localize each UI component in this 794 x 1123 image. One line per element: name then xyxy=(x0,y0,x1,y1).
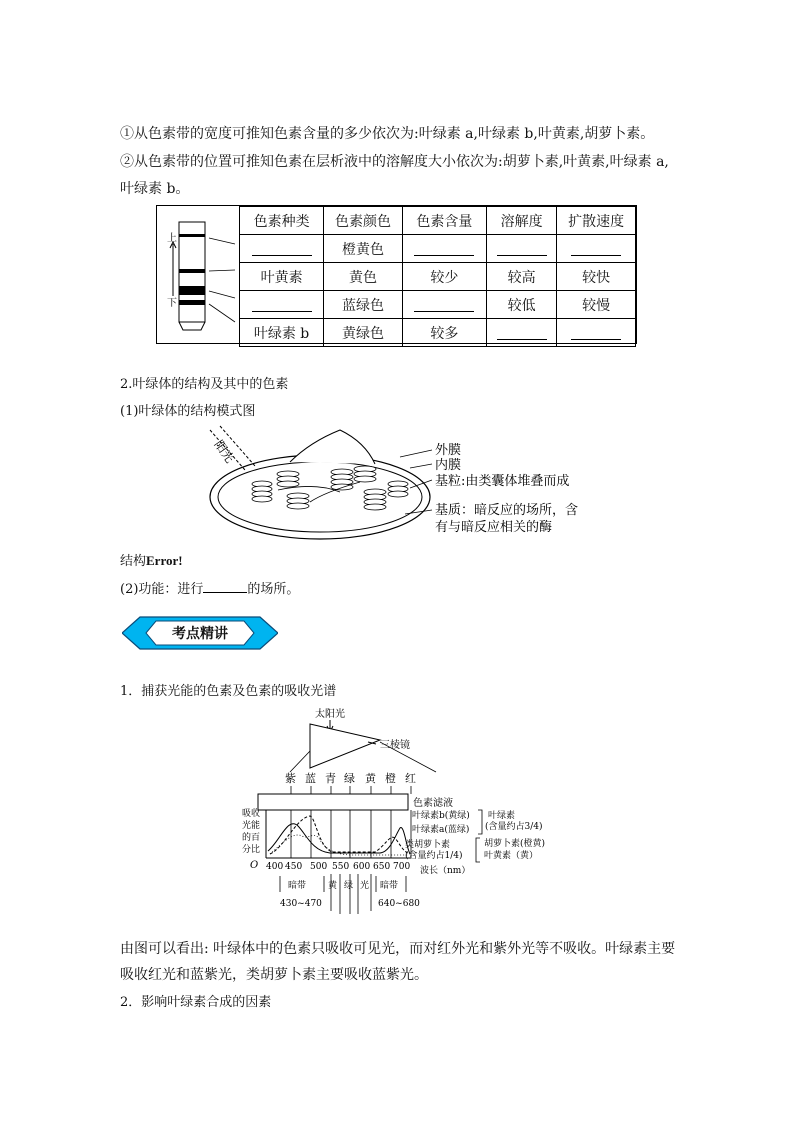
table-cell: 较快 xyxy=(557,263,636,291)
table-cell: 叶黄素 xyxy=(240,263,324,291)
inner-membrane-label: 内膜 xyxy=(435,458,462,473)
x-tick-label: 550 xyxy=(332,862,350,872)
table-cell: 较少 xyxy=(402,263,486,291)
chlorophyll-b-band xyxy=(179,300,205,305)
prism-label: 三棱镜 xyxy=(380,740,410,751)
origin-label: O xyxy=(250,860,259,871)
sunlight-text: 太阳光 xyxy=(315,709,345,720)
chlorophyll-group-label: 叶绿素 xyxy=(488,811,516,821)
table-header: 色素颜色 xyxy=(324,207,403,235)
dark-band-left-range: 430~470 xyxy=(280,899,322,909)
carotene-band xyxy=(179,234,205,237)
xanthophyll-label: 叶黄素（黄） xyxy=(484,851,539,861)
chlorophyll-a-label: 叶绿素a(蓝绿) xyxy=(412,825,470,835)
absorption-spectrum-figure xyxy=(240,706,585,916)
color-yellow: 黄 xyxy=(365,772,376,785)
table-row xyxy=(240,319,636,347)
stroma-label: 基质：暗反应的场所，含 xyxy=(435,503,579,518)
color-orange: 橙 xyxy=(385,772,396,785)
fill-blank xyxy=(557,235,636,263)
function-line xyxy=(120,578,299,597)
color-red: 红 xyxy=(405,772,416,785)
fill-blank xyxy=(402,291,486,319)
dark-band-right: 暗带 xyxy=(380,881,399,891)
dark-band-right-range: 640~680 xyxy=(378,899,420,909)
dark-band-left: 暗带 xyxy=(288,881,307,891)
table-cell: 橙黄色 xyxy=(324,235,403,263)
filter-label: 色素滤液 xyxy=(413,798,453,809)
table-cell: 较多 xyxy=(402,319,486,347)
paragraph-content-order: ①从色素带的宽度可推知色素含量的多少依次为:叶绿素 a,叶绿素 b,叶黄素,胡萝卜素。 xyxy=(120,126,655,142)
fill-blank xyxy=(240,291,324,319)
chloroplast-diagram xyxy=(200,422,600,542)
section-banner xyxy=(122,615,278,651)
section-heading-spectrum: 1．捕获光能的色素及色素的吸收光谱 xyxy=(120,684,337,699)
table-cell: 黄绿色 xyxy=(324,319,403,347)
stroma-label-cont: 有与暗反应相关的酶 xyxy=(435,520,553,535)
x-tick-label: 500 xyxy=(310,862,328,872)
color-blue: 蓝 xyxy=(305,772,316,785)
x-axis-label: 波长（nm） xyxy=(420,866,471,876)
fill-blank xyxy=(240,235,324,263)
fill-blank xyxy=(486,319,556,347)
subsection-heading-structure: (1)叶绿体的结构模式图 xyxy=(120,404,256,419)
chromatography-tube-figure xyxy=(157,206,239,343)
table-cell: 叶绿素 b xyxy=(240,319,324,347)
table-row xyxy=(240,291,636,319)
sunlight-label: 阳光 xyxy=(211,437,237,466)
wavelength-guide-lines xyxy=(291,810,411,858)
function-label: (2)功能：进行 xyxy=(120,582,204,597)
color-green: 绿 xyxy=(344,772,355,785)
table-header: 扩散速度 xyxy=(557,207,636,235)
paragraph-solubility-order: ②从色素带的位置可推知色素在层析液中的溶解度大小依次为:胡萝卜素,叶黄素,叶绿素 a, xyxy=(120,154,669,170)
structure-label: 结构 xyxy=(120,554,147,569)
conclusion-paragraph: 由图可以看出: 叶绿体中的色素只吸收可见光，而对红外光和紫外光等不吸收。叶绿素主要 xyxy=(120,941,676,957)
pass-light-char: 光 xyxy=(360,881,370,891)
section-heading-chloroplast: 2.叶绿体的结构及其中的色素 xyxy=(120,377,289,392)
tube-bottom-label: 下 xyxy=(167,298,177,309)
table-header: 色素种类 xyxy=(240,207,324,235)
tube-top-label: 上 xyxy=(167,233,177,244)
outer-membrane-label: 外膜 xyxy=(435,443,462,458)
color-cyan: 青 xyxy=(325,772,336,785)
table-cell: 蓝绿色 xyxy=(324,291,403,319)
table-header: 色素含量 xyxy=(402,207,486,235)
table-cell: 黄色 xyxy=(324,263,403,291)
x-tick-label: 400 xyxy=(266,862,284,872)
fill-blank xyxy=(203,578,247,593)
chlorophyll-group-share: (含量约占3/4) xyxy=(485,822,543,832)
fill-blank xyxy=(557,319,636,347)
function-label-end: 的场所。 xyxy=(247,582,300,597)
ylabel-line: 光能 xyxy=(242,821,261,831)
table-row xyxy=(240,235,636,263)
x-tick-label: 450 xyxy=(285,862,303,872)
ylabel-line: 吸收 xyxy=(242,809,261,819)
pigment-table xyxy=(156,205,637,344)
carotene-label: 胡萝卜素(橙黄) xyxy=(484,839,546,849)
error-text: Error! xyxy=(146,553,183,568)
x-tick-label: 650 xyxy=(373,862,391,872)
ylabel-line: 的百 xyxy=(242,833,261,843)
table-cell: 较高 xyxy=(486,263,556,291)
pass-light-char: 绿 xyxy=(344,881,354,891)
carotenoid-label: 类胡萝卜素 xyxy=(405,840,451,850)
table-header: 溶解度 xyxy=(486,207,556,235)
prism-shape xyxy=(310,724,380,768)
x-tick-label: 700 xyxy=(393,862,411,872)
conclusion-paragraph-cont: 吸收红光和蓝紫光，类胡萝卜素主要吸收蓝紫光。 xyxy=(120,967,428,983)
carotenoid-share: (含量约占1/4) xyxy=(405,851,463,861)
filter-box xyxy=(258,794,408,810)
x-tick-label: 600 xyxy=(353,862,371,872)
fill-blank xyxy=(486,235,556,263)
table-cell: 较低 xyxy=(486,291,556,319)
structure-line xyxy=(120,550,183,569)
fill-blank xyxy=(402,235,486,263)
chlorophyll-a-band xyxy=(179,286,205,295)
chlorophyll-b-label: 叶绿素b(黄绿) xyxy=(412,811,470,821)
section-heading-synthesis-factors: 2．影响叶绿素合成的因素 xyxy=(120,995,272,1010)
pass-light-char: 黄 xyxy=(328,881,338,891)
table-row xyxy=(240,263,636,291)
ylabel-line: 分比 xyxy=(242,845,261,855)
xanthophyll-band xyxy=(179,269,205,273)
paragraph-solubility-order-cont: 叶绿素 b。 xyxy=(120,181,190,197)
grana-label: 基粒:由类囊体堆叠而成 xyxy=(435,474,570,489)
banner-title: 考点精讲 xyxy=(172,626,228,642)
table-cell: 较慢 xyxy=(557,291,636,319)
color-violet: 紫 xyxy=(285,772,296,785)
